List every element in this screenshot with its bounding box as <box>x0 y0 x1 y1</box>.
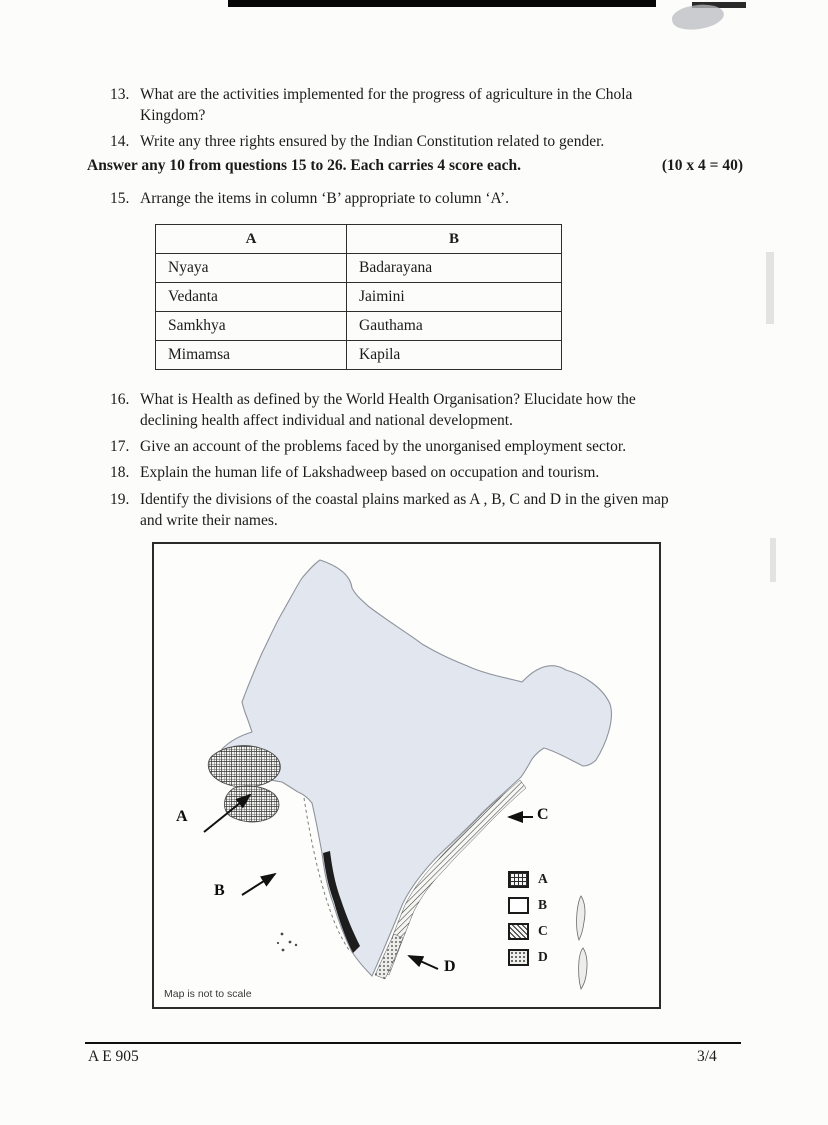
question-text: Explain the human life of Lakshadweep based on occupation and tourism. <box>140 464 600 481</box>
table-row <box>156 283 562 312</box>
instruction-marks: (10 x 4 = 40) <box>661 157 743 174</box>
region-a-hatch <box>224 786 279 822</box>
andaman-islands <box>577 896 587 989</box>
question-18 <box>110 462 740 483</box>
question-text: Write any three rights ensured by the Indian Constitution related to gender. <box>140 133 605 150</box>
column-header-a: A <box>156 225 347 254</box>
india-map-drawing <box>154 544 659 1007</box>
legend-row <box>508 896 548 914</box>
cell-a: Mimamsa <box>156 341 347 370</box>
map-marker-c: C <box>537 806 549 823</box>
table-row <box>156 312 562 341</box>
question-text: Arrange the items in column ‘B’ appropriate to column ‘A’. <box>140 190 510 207</box>
legend-swatch-crosshatch <box>508 871 529 888</box>
map-marker-a: A <box>176 808 188 825</box>
legend-label: D <box>538 949 548 964</box>
question-text: What are the activities implemented for the progress of agriculture in the Chola Kingdom? <box>140 86 633 125</box>
question-text: Give an account of the problems faced by the unorganised employment sector. <box>140 438 627 455</box>
question-number: 19. <box>110 491 130 508</box>
cell-b: Kapila <box>347 341 562 370</box>
cell-b: Gauthama <box>347 312 562 341</box>
legend-row <box>508 922 548 940</box>
legend-label: B <box>538 897 548 912</box>
legend-swatch-stipple <box>508 949 529 966</box>
map-legend <box>508 870 548 974</box>
question-text: What is Health as defined by the World Health Organisation? Elucidate how the declining health affect individual and national development. <box>140 391 636 430</box>
map-scale-note: Map is not to scale <box>164 988 252 1000</box>
question-number: 17. <box>110 438 130 455</box>
cell-a: Samkhya <box>156 312 347 341</box>
scan-artifact <box>766 252 774 324</box>
cell-b: Badarayana <box>347 254 562 283</box>
region-a-hatch <box>208 746 280 787</box>
legend-label: C <box>538 923 548 938</box>
question-number: 13. <box>110 86 130 103</box>
cell-b: Jaimini <box>347 283 562 312</box>
instruction-text: Answer any 10 from questions 15 to 26. Each carries 4 score each. <box>87 157 521 174</box>
india-coastal-plains-map <box>152 542 661 1009</box>
match-columns-table <box>155 224 562 370</box>
question-13 <box>110 84 698 126</box>
section-instruction <box>87 157 743 175</box>
legend-swatch-diagonal <box>508 923 529 940</box>
legend-row <box>508 948 548 966</box>
question-text: Identify the divisions of the coastal plains marked as A , B, C and D in the given map and write their names. <box>140 491 669 530</box>
legend-row <box>508 870 548 888</box>
cell-a: Vedanta <box>156 283 347 312</box>
map-marker-d: D <box>444 958 456 975</box>
question-17 <box>110 436 740 457</box>
scan-artifact <box>770 538 776 582</box>
question-number: 14. <box>110 133 130 150</box>
question-number: 15. <box>110 190 130 207</box>
column-header-b: B <box>347 225 562 254</box>
table-row <box>156 254 562 283</box>
table-header-row <box>156 225 562 254</box>
lakshadweep-islands <box>277 933 297 952</box>
scan-artifact <box>228 0 656 7</box>
table-row <box>156 341 562 370</box>
question-number: 16. <box>110 391 130 408</box>
cell-a: Nyaya <box>156 254 347 283</box>
map-marker-b: B <box>214 882 225 899</box>
page-number: 3/4 <box>697 1048 717 1065</box>
question-19 <box>110 489 692 531</box>
question-15 <box>110 188 720 209</box>
paper-code: A E 905 <box>88 1048 139 1065</box>
legend-swatch-plain <box>508 897 529 914</box>
legend-label: A <box>538 871 548 886</box>
question-number: 18. <box>110 464 130 481</box>
question-14 <box>110 131 740 152</box>
question-16 <box>110 389 670 431</box>
footer-divider <box>85 1042 741 1044</box>
